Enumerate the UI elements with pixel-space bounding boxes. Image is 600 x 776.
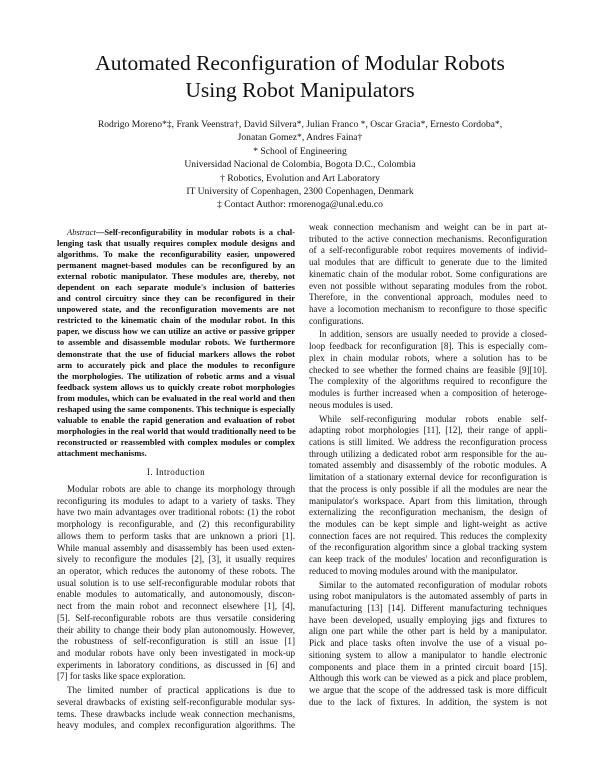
text-line: even not possible without separating modules from the robot. — [309, 280, 547, 291]
text-line: using robot manipulators is the automated assembly of parts in — [309, 591, 547, 602]
text-line: through utilizing a dedicated robot arm responsible for the au- — [309, 448, 547, 459]
text-line: have been developed, usually employing jigs and fixtures to — [309, 614, 547, 625]
abstract-first-text: —Self-reconfigurability in modular robots is a chal- — [95, 227, 295, 237]
affiliation: Universidad Nacional de Colombia, Bogota D.C., Colombia — [184, 159, 416, 171]
left-column — [57, 227, 295, 732]
abstract-line: restricted to the kinematic chain of the modular robot. In this — [57, 315, 295, 326]
abstract-line: from modules, which can be evaluated in the real world and then — [57, 392, 295, 403]
text-line: reconfiguring its modules to adapt to a variety of tasks. They — [57, 495, 295, 506]
text-line: due to the lack of fixtures. In addition, the system is not — [309, 696, 547, 707]
text-line: nect from the main robot and reconnect elsewhere [1], [4], — [57, 601, 295, 612]
text-line: tomated assembly and disassembly of the robotic modules. A — [309, 460, 547, 471]
abstract-line: attachment mechanisms. — [57, 447, 147, 458]
text-line: configurations. — [309, 315, 364, 326]
text-line: modules is further increased when a composition of heteroge- — [309, 388, 547, 399]
text-line: kinematic chain of the modular robot. Some configurations are — [309, 268, 547, 279]
paragraph — [57, 484, 295, 683]
text-line: several drawbacks of existing self-reconfigurable modular sys- — [57, 696, 295, 707]
text-line: an operator, which reduces the autonomy of these robots. The — [57, 566, 295, 577]
paragraph — [309, 580, 547, 709]
abstract-line: permanent magnet-based modules can be reconfigured by an — [57, 260, 295, 271]
text-line: checked to see whether the formed chains are feasible [9][10]. — [309, 364, 547, 375]
text-line: externalizing the reconfiguration mechanism, the design of — [309, 507, 547, 518]
text-line: ual modules that are difficult to generate due to the limited — [309, 257, 547, 268]
left-body — [57, 484, 295, 732]
text-line: cations is still limited. We address the reconfiguration process — [309, 436, 547, 447]
abstract-line: external robotic manipulator. These modules are, thereby, not — [57, 271, 295, 282]
text-line: In addition, sensors are usually needed to provide a closed- — [319, 329, 547, 340]
abstract-line: feedback system allows us to quickly create robot morphologies — [57, 381, 295, 392]
text-line: can keep track of the modules' location and reconfiguration is — [309, 554, 547, 565]
text-line: usual solution is to use self-reconfigurable modular robots that — [57, 577, 295, 588]
text-line: While manual assembly and disassembly has been used exten- — [57, 542, 295, 553]
abstract-line: unpowered state, and the reconfiguration movements are not — [57, 304, 295, 315]
author-names: Rodrigo Moreno*‡, Frank Veenstra†, David Silvera*, Julian Franco *, Oscar Gracia*, Ernesto Cordoba*, — [97, 119, 503, 130]
text-line: The limited number of practical applications is due to — [67, 685, 295, 696]
text-line: While self-reconfiguring modular robots enable self- — [319, 413, 547, 424]
text-line: neous modules is used. — [309, 399, 393, 410]
text-line: Therefore, in the conventional approach, modules need to — [309, 292, 547, 303]
text-line: have two main advantages over traditional robots: (1) the robot — [57, 507, 295, 518]
text-line: tributed to the active connection mechanisms. Reconfiguration — [309, 233, 547, 244]
affiliation: IT University of Copenhagen, 2300 Copenhagen, Denmark — [186, 186, 414, 198]
text-line: that the process is only possible if all the modules are near the — [309, 483, 547, 494]
right-column — [309, 222, 547, 708]
text-line: have a locomotion mechanism to reconfigure to those specific — [309, 304, 547, 315]
text-line: the robustness of self-reconfiguration is still an issue [1] — [57, 636, 295, 647]
title-line: Automated Reconfiguration of Modular Robots — [95, 51, 505, 75]
abstract-line: morphologies in the real world that would traditionally need to be — [57, 425, 296, 436]
paragraph — [309, 414, 547, 578]
text-line: sively to reconfigure the modules [2], [3], it usually requires — [57, 554, 295, 565]
affiliation: * School of Engineering — [253, 145, 347, 157]
text-line: and modular robots have only been investigated in mock-up — [57, 648, 295, 659]
text-line: sitioning system to allow a manipulator to handle electronic — [309, 649, 547, 660]
text-line: connection faces are not required. This reduces the complexity — [309, 530, 547, 541]
abstract-line: demonstrate that the use of fiducial markers allows the robot — [57, 348, 295, 359]
abstract-line: arm to accurately pick and place the modules to reconfigure — [57, 359, 295, 370]
abstract-line: and control circuitry since they can be reconfigured in their — [57, 293, 295, 304]
text-line: the modules can be kept simple and light-weight as active — [309, 518, 547, 529]
text-line: plex in chain modular robots, where a solution has to be — [309, 352, 547, 363]
abstract-line: dependent on each separate module's inclusion of batteries — [57, 282, 295, 293]
paragraph — [309, 329, 547, 411]
text-line: Pick and place tasks often involve the use of a visual po- — [309, 638, 547, 649]
text-line: experiments in laboratory conditions, as discussed in [6] and — [57, 659, 295, 670]
abstract-label: Abstract — [67, 227, 96, 237]
text-line: enable modules to automatically, and autonomously, discon- — [57, 589, 295, 600]
text-line: loop feedback for reconfiguration [8]. This is especially com- — [309, 341, 547, 352]
abstract-line: the morphologies. The utilization of robotic arms and a visual — [57, 370, 295, 381]
text-line: heavy modules, and complex reconfiguration algorithms. The — [57, 720, 295, 731]
abstract-line: valuable to enable the rapid generation and evaluation of robot — [57, 414, 295, 425]
text-line: components and place them in a printed circuit board [15]. — [309, 661, 547, 672]
text-line: we argue that the scope of the addressed task is more difficult — [309, 685, 547, 696]
paper-title — [0, 50, 600, 104]
abstract-line: paper, we discuss how we can utilize an active or passive gripper — [57, 326, 295, 337]
text-line: limitation of a stationary external device for reconfiguration is — [309, 472, 547, 483]
text-line: [5]. Self-reconfigurable robots are thus versatile considering — [57, 612, 295, 623]
text-line: tems. These drawbacks include weak connection mechanisms, — [57, 708, 295, 719]
author-names: Jonatan Gomez*, Andres Faina† — [237, 132, 363, 144]
right-body — [309, 222, 547, 708]
paragraph — [57, 685, 295, 732]
text-line: their ability to change their body plan autonomously. However, — [57, 624, 295, 635]
text-line: align one part while the other part is held by a manipulator. — [309, 626, 547, 637]
text-line: The complexity of the algorithms required to reconfigure the — [309, 376, 547, 387]
abstract — [57, 227, 295, 459]
abstract-line: to assemble and disassemble modular robots. We furthermore — [57, 337, 295, 348]
text-line: Although this work can be viewed as a pick and place problem, — [309, 673, 547, 684]
abstract-line: algorithms. To make the reconfigurability easier, unpowered — [57, 249, 295, 260]
text-line: weak connection mechanism and weight can be in part at- — [309, 222, 547, 232]
abstract-line: reconstructed or reassembled with complex modules or complex — [57, 436, 295, 447]
text-line: of a self-reconfigurable robot requires movements of individ- — [309, 245, 547, 256]
title-line: Using Robot Manipulators — [185, 78, 415, 102]
text-line: morphology is reconfigurable, and (2) this reconfigurability — [57, 519, 295, 530]
text-line: Modular robots are able to change its morphology through — [67, 483, 295, 494]
contact-author: ‡ Contact Author: rmorenoga@unal.edu.co — [217, 199, 383, 211]
text-line: manufacturing [13] [14]. Different manufacturing techniques — [309, 603, 547, 613]
text-line: adapting robot morphologies [11], [12], their range of appli- — [309, 425, 547, 436]
abstract-line: reshaped using the same components. This technique is especially — [57, 403, 295, 414]
author-block — [0, 118, 600, 212]
section-heading: I. Introduction — [147, 466, 205, 477]
text-line: allows them to perform tasks that are unknown a priori [1]. — [57, 530, 295, 541]
text-line: of the reconfiguration algorithm since a global tracking system — [309, 542, 547, 553]
text-line: manipulator's workspace. Apart from this limitation, through — [309, 495, 547, 506]
abstract-line: lenging task that usually requires complex module designs and — [57, 238, 295, 249]
paragraph — [309, 222, 547, 327]
affiliation: † Robotics, Evolution and Art Laboratory — [220, 172, 380, 184]
text-line: [7] for tasks like space exploration. — [57, 671, 186, 682]
abstract-line — [57, 227, 295, 238]
text-line: Similar to the automated reconfiguration of modular robots — [319, 579, 547, 590]
text-line: reduced to moving modules around with the manipulator. — [309, 565, 518, 576]
